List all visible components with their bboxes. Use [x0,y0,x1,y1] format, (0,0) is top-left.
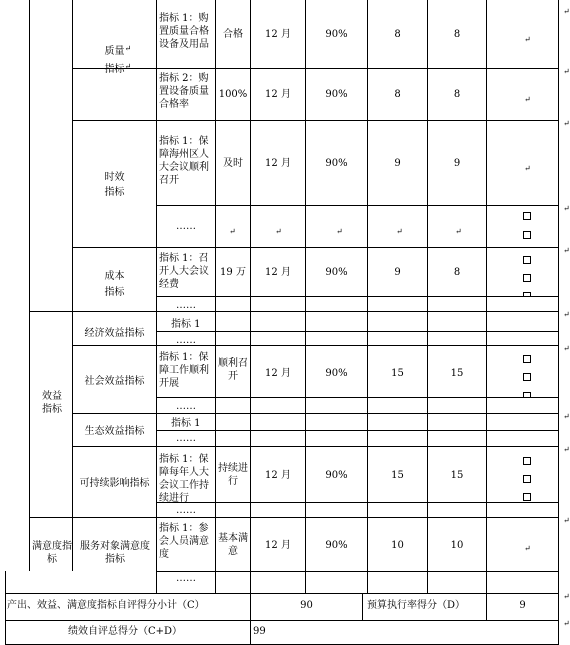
quality-ind2-score: 8 [394,89,401,100]
paragraph-mark: ↵ [563,67,570,76]
row-line [156,430,558,431]
checkbox[interactable] [523,231,531,239]
satisfaction-time: 12 月 [265,540,291,551]
timeliness-ind1-time: 12 月 [265,158,291,169]
paragraph-mark: ↵ [563,445,570,454]
row-line [72,247,558,248]
checkbox[interactable] [523,212,531,220]
paragraph-mark: ↵ [524,164,531,173]
eco-benefit-category: 生态效益指标 [84,426,145,437]
row-line [156,331,558,332]
quality-ind1-self: 8 [453,29,461,40]
sustainability-indicator: 指标 1：保障每年人大会议工作持续进行 [159,454,209,504]
col-line [486,0,487,620]
quality-ind2-rate: 90% [325,89,348,100]
quality-ind2-time: 12 月 [265,89,291,100]
benefit-group: 效益指标 [42,391,62,415]
sustainability-more: …… [176,505,196,516]
paragraph-mark: ↵ [275,227,282,236]
paragraph-mark: ↵ [563,619,570,628]
paragraph-mark: ↵ [563,7,570,16]
cost-category: 成本 [104,271,125,282]
satisfaction-indicator: 指标 1：参会人员满意度 [159,523,209,560]
satisfaction-more: …… [176,573,196,584]
cost-more: …… [176,300,196,311]
sustainability-rate: 90% [325,470,348,481]
social-self: 15 [450,368,464,379]
timeliness-ind1-self: 9 [453,158,461,169]
checkbox[interactable] [523,292,531,296]
economic-benefit-category: 经济效益指标 [84,328,145,339]
row-line [156,205,558,206]
social-value: 顺利召开 [218,358,248,382]
economic-indicator: 指标 1 [171,319,201,330]
paragraph-mark: ↵ [336,227,343,236]
quality-indicator-2: 指标 2：购置设备质量合格率 [159,73,209,110]
checkbox[interactable] [523,355,531,363]
social-more: …… [176,401,196,412]
timeliness-category: 时效 [104,172,125,183]
timeliness-more: …… [176,221,196,232]
timeliness-ind1-rate: 90% [325,158,348,169]
subtotal-label: 产出、效益、满意度指标自评得分小计（C） [7,600,205,611]
checkbox[interactable] [523,493,531,501]
paragraph-mark: ↵ [563,344,570,353]
sustainability-self: 15 [450,470,464,481]
satisfaction-rate: 90% [325,540,348,551]
paragraph-mark: ↵ [396,227,403,236]
eco-indicator: 指标 1 [171,418,201,429]
row-line [29,311,558,312]
row-line [72,413,558,414]
sustainability-value: 持续进行 [218,463,248,487]
cost-ind1-score: 9 [394,267,401,278]
budget-label: 预算执行率得分（D） [367,600,466,611]
paragraph-mark: ↵ [563,516,570,525]
timeliness-category-2: 指标 [104,187,125,198]
satisfaction-self: 10 [450,540,464,551]
satisfaction-group: 满意度指标 [32,541,72,565]
eco-more: …… [176,433,196,444]
row-line [156,296,558,297]
cost-ind1-time: 12 月 [265,267,291,278]
row-line [5,620,558,621]
sustainability-time: 12 月 [265,470,291,481]
sustainability-score: 15 [391,470,404,481]
quality-ind1-time: 12 月 [265,29,291,40]
cost-category-2: 指标 [104,287,125,298]
row-line [72,120,558,121]
paragraph-mark: ↵ [563,119,570,128]
budget-value: 9 [519,600,526,611]
paragraph-mark: ↵ [455,227,462,236]
satisfaction-score: 10 [391,540,404,551]
paragraph-mark: ↵ [563,310,570,319]
cost-indicator-1: 指标 1：召开人大会议经费 [159,253,209,290]
quality-ind1-value: 合格 [223,29,243,40]
social-indicator: 指标 1：保障工作顺利开展 [159,352,209,389]
quality-category-2: 指标 ↵ [104,62,132,75]
paragraph-mark: ↵ [563,204,570,213]
quality-ind2-value: 100% [218,89,248,100]
satisfaction-value: 基本满意 [218,533,248,557]
paragraph-mark: ↵ [229,227,236,236]
cost-ind1-value: 19 万 [220,267,246,278]
sustainability-category: 可持续影响指标 [79,478,150,489]
row-line [5,593,558,594]
paragraph-mark: ↵ [524,35,531,44]
quality-category: 质量 ↵ [104,44,132,57]
checkbox[interactable] [523,274,531,282]
social-benefit-category: 社会效益指标 [84,376,145,387]
cost-ind1-rate: 90% [325,267,348,278]
col-line [362,593,363,620]
social-rate: 90% [325,368,348,379]
economic-more: …… [176,335,196,346]
satisfaction-category: 服务对象满意度指标 [80,541,150,565]
row-line [29,517,558,518]
quality-indicator-1: 指标 1：购置质量合格设备及用品 [159,13,209,50]
paragraph-mark: ↵ [524,544,531,553]
paragraph-mark: ↵ [563,592,570,601]
checkbox[interactable] [523,392,531,397]
checkbox[interactable] [523,457,531,465]
paragraph-mark: ↵ [563,412,570,421]
row-line [72,446,558,447]
checkbox[interactable] [523,373,531,381]
social-score: 15 [391,368,404,379]
social-time: 12 月 [265,368,291,379]
total-value: 99 [253,626,266,637]
row-line [156,397,558,398]
paragraph-mark: ↵ [563,246,570,255]
quality-ind1-score: 8 [394,29,401,40]
quality-ind1-rate: 90% [325,29,348,40]
col-line [72,311,73,571]
row-line [156,502,558,503]
cost-ind1-self: 8 [453,267,461,278]
quality-ind2-self: 8 [453,89,461,100]
paragraph-mark: ↵ [524,95,531,104]
checkbox[interactable] [523,256,531,264]
timeliness-ind1-value: 及时 [223,158,243,169]
timeliness-indicator-1: 指标 1：保障海州区人大会议顺利召开 [159,136,209,186]
subtotal-value: 90 [300,600,313,611]
total-label: 绩效自评总得分（C+D） [68,626,183,637]
checkbox[interactable] [523,475,531,483]
row-line [156,571,558,572]
row-line [72,345,558,346]
col-line [5,571,6,645]
timeliness-ind1-score: 9 [394,158,401,169]
col-line [558,0,559,645]
col-line [29,0,30,571]
